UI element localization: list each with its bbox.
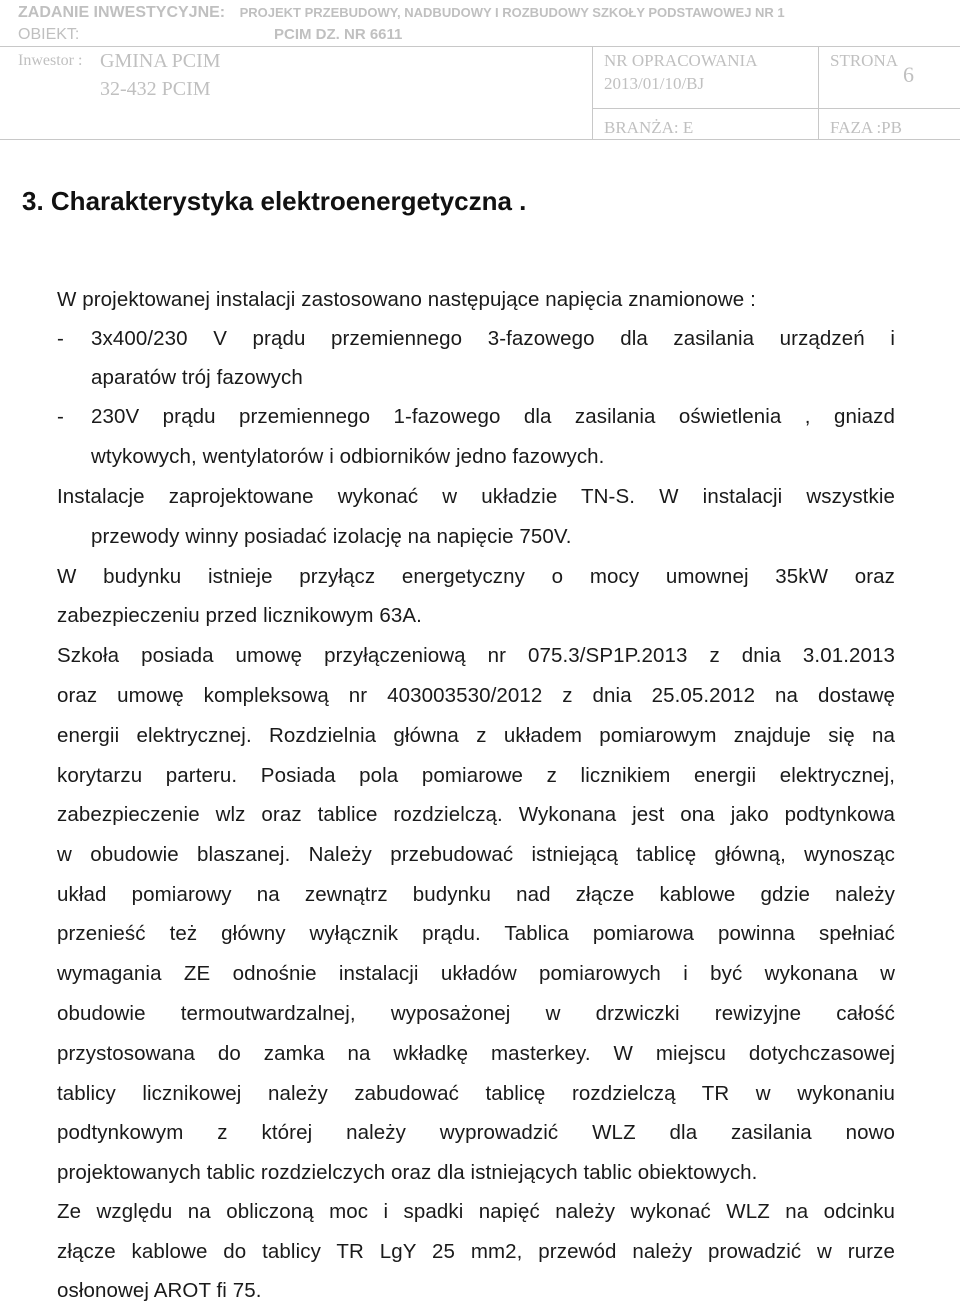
paragraph-line: tablicy licznikowej należy zabudować tablicę rozdzielczą TR w wykonaniu xyxy=(57,1082,895,1105)
task-value: PROJEKT PRZEBUDOWY, NADBUDOWY I ROZBUDOWY SZKOŁY PODSTAWOWEJ NR 1 xyxy=(239,5,785,20)
paragraph-line: korytarzu parteru. Posiada pola pomiarowe z licznikiem energii elektrycznej, xyxy=(57,764,895,787)
investor-name: GMINA PCIM xyxy=(100,50,221,72)
investor-label: Inwestor : xyxy=(18,52,83,69)
paragraph-line: Ze względu na obliczoną moc i spadki napięć należy wykonać WLZ na odcinku xyxy=(57,1200,895,1223)
paragraph-line: przenieść też główny wyłącznik prądu. Tablica pomiarowa powinna spełniać xyxy=(57,922,895,945)
header-divider xyxy=(0,46,960,47)
page-label: STRONA xyxy=(830,51,899,70)
paragraph-line: projektowanych tablic rozdzielczych oraz dla istniejących tablic obiektowych. xyxy=(57,1161,758,1184)
paragraph-line: Szkoła posiada umowę przyłączeniową nr 075.3/SP1P.2013 z dnia 3.01.2013 xyxy=(57,644,895,667)
header-divider xyxy=(592,108,960,109)
bullet-dash: - xyxy=(57,327,64,350)
paragraph-line: obudowie termoutwardzalnej, wyposażonej w drzwiczki rewizyjne całość xyxy=(57,1002,895,1025)
object-row xyxy=(18,26,403,44)
document-header xyxy=(0,0,960,140)
header-column-divider xyxy=(592,46,593,140)
paragraph-line: wymagania ZE odnośnie instalacji układów pomiarowych i być wykonana w xyxy=(57,962,895,985)
doc-number-value: 2013/01/10/BJ xyxy=(604,74,705,93)
header-column-divider xyxy=(818,46,819,140)
paragraph-line: W budynku istnieje przyłącz energetyczny o mocy umownej 35kW oraz xyxy=(57,565,895,588)
header-bottom-border xyxy=(0,139,960,140)
object-value: PCIM DZ. NR 6611 xyxy=(274,26,403,43)
task-label: ZADANIE INWESTYCYJNE: xyxy=(18,4,226,21)
doc-number-label: NR OPRACOWANIA xyxy=(604,51,758,70)
paragraph-line: energii elektrycznej. Rozdzielnia główna z układem pomiarowym znajduje się na xyxy=(57,724,895,747)
object-label: OBIEKT: xyxy=(18,26,80,43)
paragraph-line: przystosowana do zamka na wkładkę masterkey. W miejscu dotychczasowej xyxy=(57,1042,895,1065)
page-number: 6 xyxy=(903,62,914,87)
branch-label: BRANŻA: E xyxy=(604,118,694,137)
paragraph-line: zabezpieczeniu przed licznikowym 63A. xyxy=(57,604,422,627)
list-item-line: 230V prądu przemiennego 1-fazowego dla zasilania oświetlenia , gniazd xyxy=(91,405,895,428)
paragraph-line: w obudowie blaszanej. Należy przebudować istniejącą tablicę główną, wynosząc xyxy=(57,843,895,866)
list-item-line: wtykowych, wentylatorów i odbiorników jedno fazowych. xyxy=(91,445,605,468)
paragraph-line: W projektowanej instalacji zastosowano następujące napięcia znamionowe : xyxy=(57,288,756,311)
paragraph-line: przewody winny posiadać izolację na napięcie 750V. xyxy=(91,525,572,548)
paragraph-line: Instalacje zaprojektowane wykonać w układzie TN-S. W instalacji wszystkie xyxy=(57,485,895,508)
paragraph-line: złącze kablowe do tablicy TR LgY 25 mm2, przewód należy prowadzić w rurze xyxy=(57,1240,895,1263)
paragraph-line: zabezpieczenie wlz oraz tablice rozdzielczą. Wykonana jest ona jako podtynkowa xyxy=(57,803,895,826)
paragraph-line: oraz umowę kompleksową nr 403003530/2012 z dnia 25.05.2012 na dostawę xyxy=(57,684,895,707)
task-row xyxy=(18,4,785,22)
paragraph-line: układ pomiarowy na zewnątrz budynku nad złącze kablowe gdzie należy xyxy=(57,883,895,906)
investor-address: 32-432 PCIM xyxy=(100,78,211,100)
bullet-dash: - xyxy=(57,405,64,428)
section-title: 3. Charakterystyka elektroenergetyczna . xyxy=(22,186,527,216)
paragraph-line: osłonowej AROT fi 75. xyxy=(57,1279,262,1302)
list-item-line: aparatów trój fazowych xyxy=(91,366,303,389)
list-item-line: 3x400/230 V prądu przemiennego 3-fazowego dla zasilania urządzeń i xyxy=(91,327,895,350)
paragraph-line: podtynkowym z której należy wyprowadzić WLZ dla zasilania nowo xyxy=(57,1121,895,1144)
phase-label: FAZA :PB xyxy=(830,118,902,137)
